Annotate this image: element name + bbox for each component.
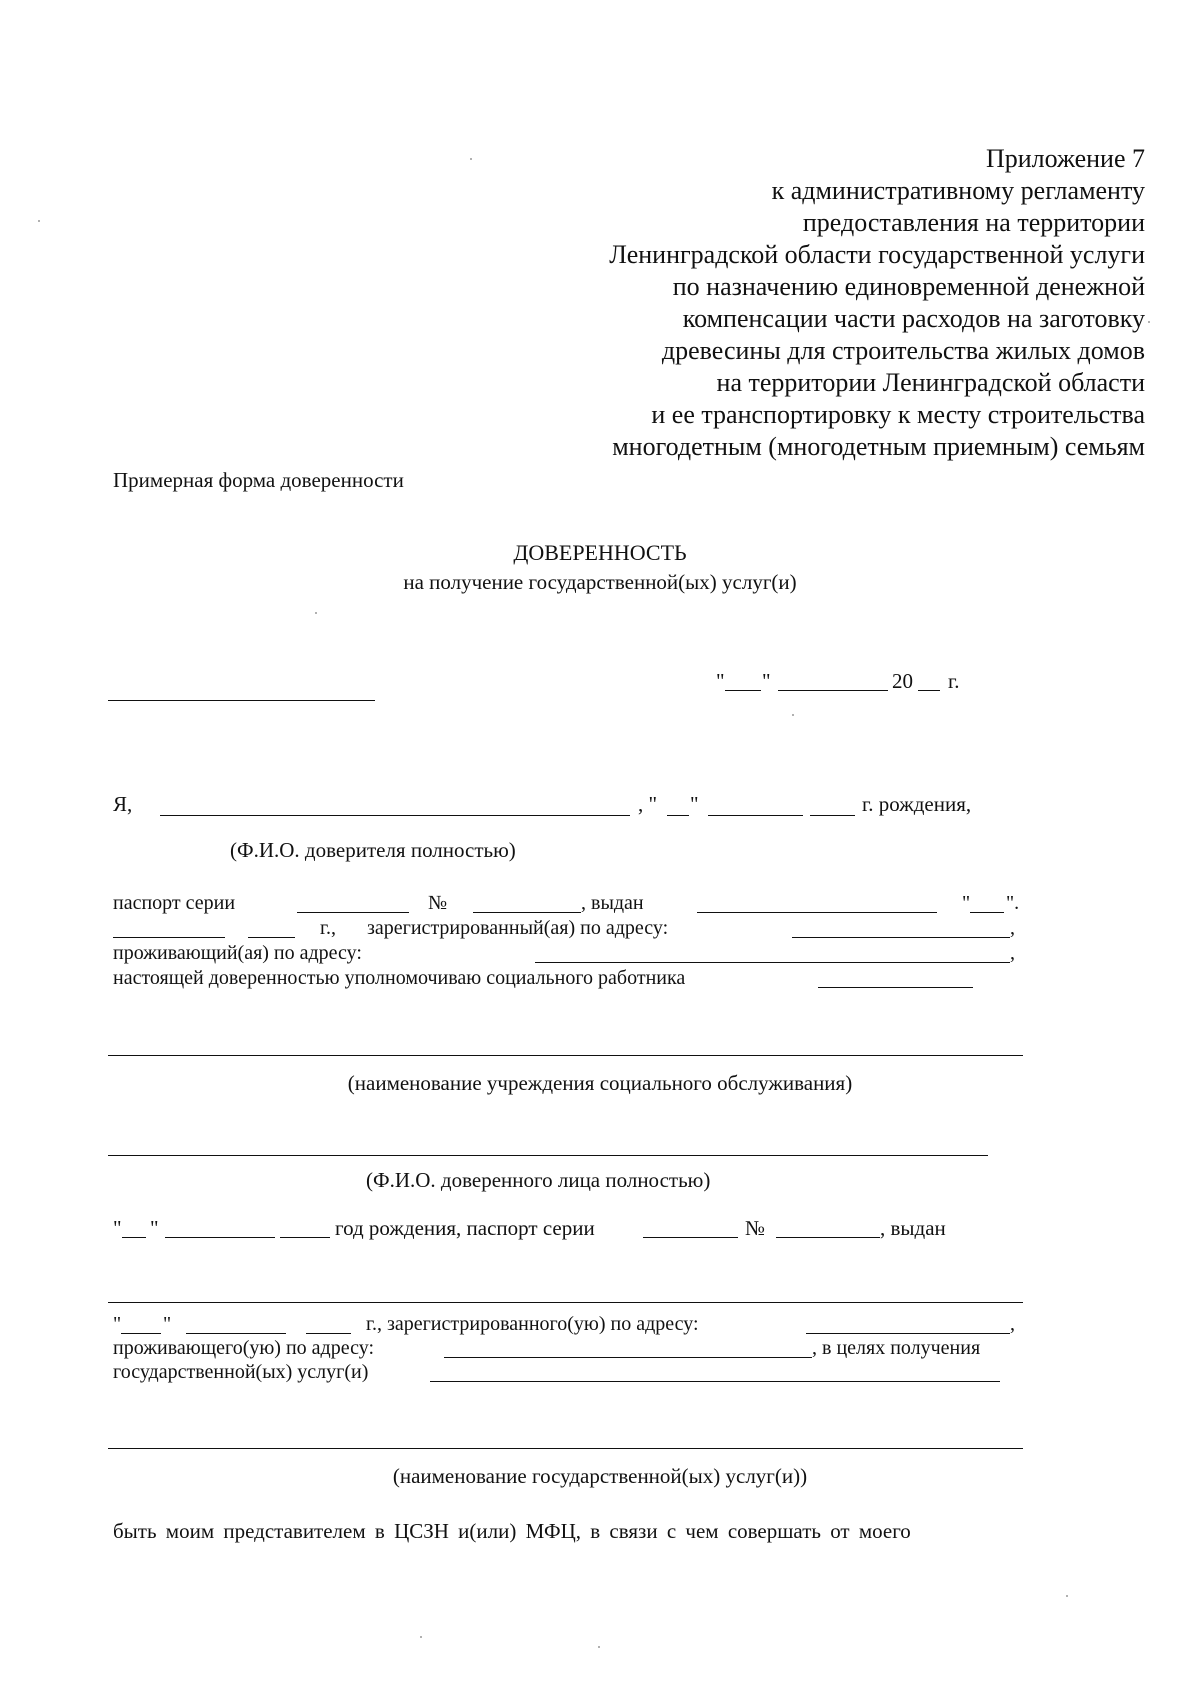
agent-registered-comma: , <box>1010 1313 1015 1335</box>
agent-passport-number-blank <box>776 1237 880 1238</box>
appendix-line: и ее транспортировку к месту строительства <box>651 400 1145 429</box>
registered-address-comma: , <box>1010 917 1015 939</box>
passport-issue-year-blank <box>248 937 295 938</box>
appendix-line: компенсации части расходов на заготовку <box>682 304 1145 333</box>
agent-birth-day-blank <box>122 1237 146 1238</box>
agent-passport-number-sign: № <box>745 1216 766 1240</box>
date-month-blank <box>778 690 888 691</box>
final-line: быть моим представителем в ЦСЗН и(или) МФЦ, в связи с чем совершать от моего <box>113 1519 911 1543</box>
scan-speck <box>792 714 794 716</box>
principal-name-blank <box>160 815 630 816</box>
passport-number-blank <box>473 912 581 913</box>
passport-issued-blank <box>697 912 937 913</box>
registered-address-label: зарегистрированный(ая) по адресу: <box>367 917 669 939</box>
date-day-blank <box>725 690 761 691</box>
agent-registered-blank <box>806 1333 1010 1334</box>
service-caption: (наименование государственной(ых) услуг(и)) <box>392 1464 808 1488</box>
scan-speck <box>598 1646 600 1648</box>
principal-quote-open: , " <box>638 792 658 816</box>
scan-speck <box>315 612 317 614</box>
purpose-label: , в целях получения <box>812 1337 981 1359</box>
service-name-blank <box>108 1448 1023 1449</box>
passport-issued-label: , выдан <box>581 892 644 914</box>
agent-issue-quote-open: " <box>113 1313 122 1335</box>
document-title: ДОВЕРЕННОСТЬ <box>513 540 687 565</box>
living-address-blank <box>535 962 1010 963</box>
principal-birth-year-blank <box>810 815 855 816</box>
document-subtitle: на получение государственной(ых) услуг(и) <box>403 570 797 594</box>
form-note: Примерная форма доверенности <box>113 468 404 492</box>
agent-issue-year-blank <box>306 1333 351 1334</box>
principal-birth-day-blank <box>667 815 689 816</box>
passport-series-label: паспорт серии <box>113 892 236 914</box>
passport-issue-year-suffix: г., <box>320 917 336 939</box>
date-year-blank <box>918 690 940 691</box>
agent-issued-label: , выдан <box>880 1216 946 1240</box>
registered-address-blank <box>792 937 1010 938</box>
agent-name-blank <box>108 1155 988 1156</box>
appendix-line: к административному регламенту <box>771 176 1145 205</box>
date-quote-close: " <box>762 669 771 693</box>
agent-registered-label: г., зарегистрированного(ую) по адресу: <box>366 1313 699 1335</box>
organization-blank <box>108 1055 1023 1056</box>
agent-passport-series-blank <box>643 1237 738 1238</box>
living-address-label: проживающий(ая) по адресу: <box>113 942 362 964</box>
appendix-line: древесины для строительства жилых домов <box>661 336 1145 365</box>
services-blank <box>430 1381 1000 1382</box>
authorize-text: настоящей доверенностью уполномочиваю социального работника <box>113 967 686 989</box>
passport-issue-quote-close: ". <box>1006 892 1020 914</box>
date-year-suffix: г. <box>948 669 960 693</box>
agent-birth-month-blank <box>165 1237 275 1238</box>
social-worker-blank <box>818 987 973 988</box>
appendix-line: предоставления на территории <box>802 208 1145 237</box>
appendix-line: многодетным (многодетным приемным) семьям <box>612 432 1145 461</box>
principal-birth-month-blank <box>708 815 803 816</box>
date-year-prefix: 20 <box>892 669 913 693</box>
agent-birth-quote-close: " <box>150 1216 159 1240</box>
scan-speck <box>1066 1595 1068 1597</box>
principal-birth-label: г. рождения, <box>862 792 972 816</box>
agent-living-label: проживающего(ую) по адресу: <box>113 1337 375 1359</box>
appendix-line: по назначению единовременной денежной <box>672 272 1145 301</box>
passport-issue-month-blank <box>113 937 225 938</box>
scan-speck <box>1148 321 1150 323</box>
living-address-comma: , <box>1010 942 1015 964</box>
appendix-line: на территории Ленинградской области <box>716 368 1145 397</box>
passport-number-sign: № <box>428 892 448 914</box>
agent-birth-quote-open: " <box>113 1216 122 1240</box>
principal-quote-close: " <box>690 792 699 816</box>
agent-living-blank <box>444 1357 812 1358</box>
appendix-line: Ленинградской области государственной услуги <box>609 240 1145 269</box>
services-label: государственной(ых) услуг(и) <box>113 1361 369 1383</box>
agent-issue-day-blank <box>121 1333 161 1334</box>
scan-speck <box>38 220 40 222</box>
organization-caption: (наименование учреждения социального обслуживания) <box>347 1071 853 1095</box>
scan-speck <box>420 1636 422 1638</box>
date-quote-open: " <box>716 669 725 693</box>
place-blank <box>108 700 375 701</box>
agent-birth-year-blank <box>280 1237 330 1238</box>
scan-speck <box>470 158 472 160</box>
agent-issue-quote-close: " <box>163 1313 172 1335</box>
agent-issued-blank <box>108 1302 1023 1303</box>
principal-ya: Я, <box>113 792 133 816</box>
passport-series-blank <box>297 912 409 913</box>
passport-issue-day-blank <box>970 912 1004 913</box>
appendix-line: Приложение 7 <box>985 144 1145 173</box>
passport-issue-quote-open: " <box>962 892 971 914</box>
principal-caption: (Ф.И.О. доверителя полностью) <box>230 838 516 862</box>
agent-birth-passport-label: год рождения, паспорт серии <box>335 1216 595 1240</box>
agent-caption: (Ф.И.О. доверенного лица полностью) <box>366 1168 711 1192</box>
agent-issue-month-blank <box>186 1333 286 1334</box>
